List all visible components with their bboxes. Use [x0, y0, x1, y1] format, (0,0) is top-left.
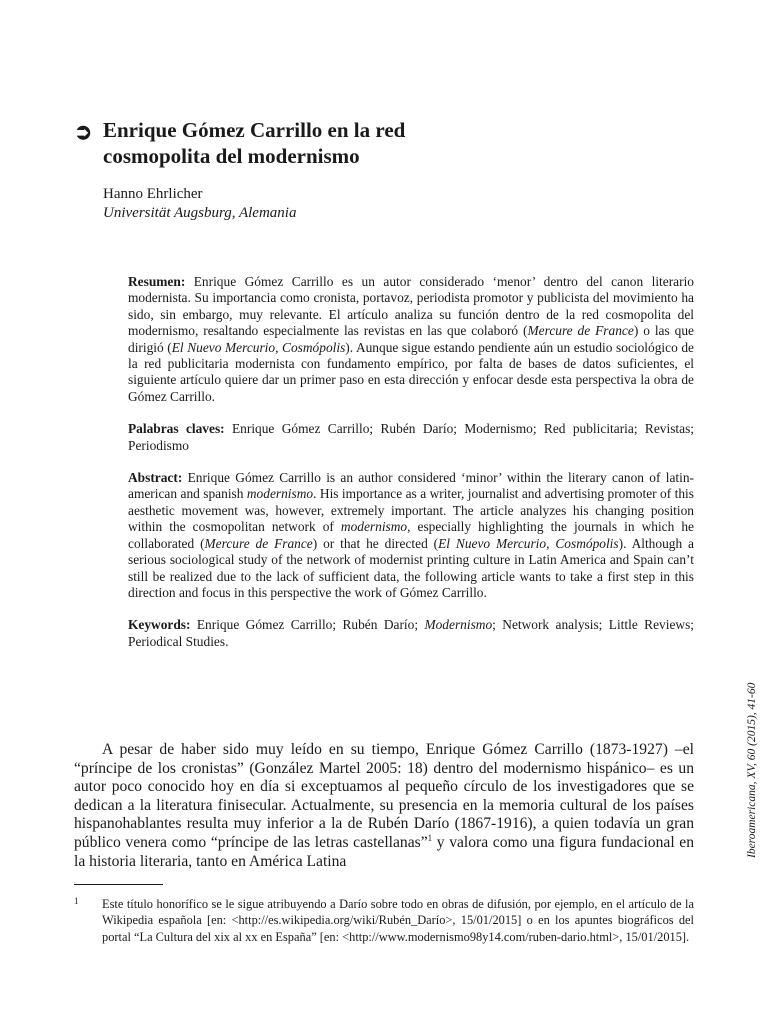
abstract-italic-2: modernismo [340, 519, 408, 535]
abstract-italic-5: Cosmópolis [555, 535, 619, 551]
resumen-text-4: ). Aunque sigue estando pendiente aún un estudio sociológico de la red publicitaria modernista con fundamento empírico, por falta de bases de datos suficientes, el siguiente artículo quiere dar un primer paso en esta dirección y enfocar desde esta perspectiva la obra de Gómez Carrillo. [128, 339, 694, 404]
abstract-italic-4: El Nuevo Mercurio [438, 535, 547, 551]
abstract-text-5: , [546, 535, 556, 551]
resumen-text-3: , [275, 339, 283, 355]
article-title [103, 117, 594, 169]
footnote-number: 1 [74, 896, 79, 906]
author-affiliation: Universität Augsburg, Alemania [103, 205, 297, 221]
resumen-text-1: Enrique Gómez Carrillo es un autor considerado ‘menor’ dentro del canon literario modernista. Su importancia como cronista, portavoz, periodista promotor y publicista del movimiento ha sido, sin embargo, muy relevante. El artículo analiza su función dentro de la red cosmopolita del modernismo, resaltando especialmente las revistas en las que colaboró ( [128, 274, 694, 339]
footnote-text: Este título honorífico se le sigue atribuyendo a Darío sobre todo en obras de difusión, por ejemplo, en el artículo de la Wikipedia española [en: <http://es.wikipedia.org/wiki/Rubén_Darío>, 15/01/2015] o en los apuntes biográficos del portal “La Cultura del xix al xx en España” [en: <http://www.modernismo98y14.com/ruben-dario.html>, 15/01/2015]. [102, 897, 694, 944]
article-title-line-2: cosmopolita del modernismo [103, 144, 360, 168]
body-text-2: y valora como una figura fundacional en la historia literaria, tanto en América Latina [74, 833, 694, 870]
resumen-label: Resumen: [128, 274, 186, 289]
palabras-text: Enrique Gómez Carrillo; Rubén Darío; Modernismo; Red publicitaria; Revistas; Periodismo [128, 421, 694, 453]
arrow-icon: ➲ [74, 119, 93, 144]
keywords-text-2: ; Network analysis; Little Reviews; Periodical Studies. [128, 617, 695, 649]
abstract-text-6: ). Although a serious sociological study of the network of modernist printing culture in Latin America and Spain can’t still be realized due to the lack of sufficient data, the following article wants to take a first step in this direction and focus in this perspective the work of Gómez Carrillo. [128, 535, 694, 600]
journal-citation: Iberoamericana, XV, 60 (2015), 41-60 [746, 682, 758, 858]
abstract-text-1: Enrique Gómez Carrillo is an author considered ‘minor’ within the literary canon of latin-american and spanish [128, 470, 694, 502]
abstract-text-2: . His importance as a writer, journalist and advertising promoter of this aesthetic movement was, however, extremely important. The article analyzes his changing position within the cosmopolitan network of [128, 486, 694, 535]
abstract-text-3: , especially highlighting the journals in which he collaborated ( [128, 519, 694, 551]
keywords-text-1: Enrique Gómez Carrillo; Rubén Darío; [190, 617, 425, 633]
abstract-italic-1: modernismo [246, 486, 314, 502]
abstract-paragraph [128, 470, 694, 601]
palabras-paragraph [128, 421, 694, 454]
resumen-text-2: ) o las que dirigió ( [128, 323, 694, 355]
body-text-1: A pesar de haber sido muy leído en su tiempo, Enrique Gómez Carrillo (1873-1927) –el “príncipe de los cronistas” (González Martel 2005: 18) dentro del modernismo hispánico– es un autor poco conocido hoy en día si exceptuamos al pequeño círculo de los investigadores que se dedican a la literatura finisecular. Actualmente, su presencia en la memoria cultural de los países hispanohablantes resulta muy inferior a la de Rubén Darío (1867-1916), a quien todavía un gran público venera como “príncipe de las letras castellanas” [74, 741, 694, 851]
resumen-italic-3: Cosmópolis [282, 339, 346, 355]
resumen-italic-2: El Nuevo Mercurio [171, 339, 276, 355]
abstract-italic-3: Mercure de France [204, 535, 313, 551]
footnote-divider [74, 884, 163, 885]
footnote-reference[interactable]: 1 [427, 832, 433, 843]
author-name: Hanno Ehrlicher [103, 186, 203, 202]
article-title-line-1: Enrique Gómez Carrillo en la red [103, 118, 406, 142]
article-header [74, 117, 594, 169]
palabras-label: Palabras claves: [128, 421, 225, 437]
keywords-paragraph [128, 617, 694, 650]
keywords-italic-1: Modernismo [424, 617, 493, 633]
resumen-italic-1: Mercure de France [527, 323, 634, 339]
abstract-label: Abstract: [128, 470, 183, 486]
author-block [103, 185, 296, 223]
keywords-label: Keywords: [128, 617, 191, 633]
body-paragraph [74, 741, 694, 871]
footnote [74, 896, 694, 945]
abstract-text-4: ) or that he directed ( [312, 535, 439, 551]
body-section [74, 741, 694, 871]
resumen-paragraph [128, 274, 694, 405]
abstract-section [128, 274, 694, 666]
